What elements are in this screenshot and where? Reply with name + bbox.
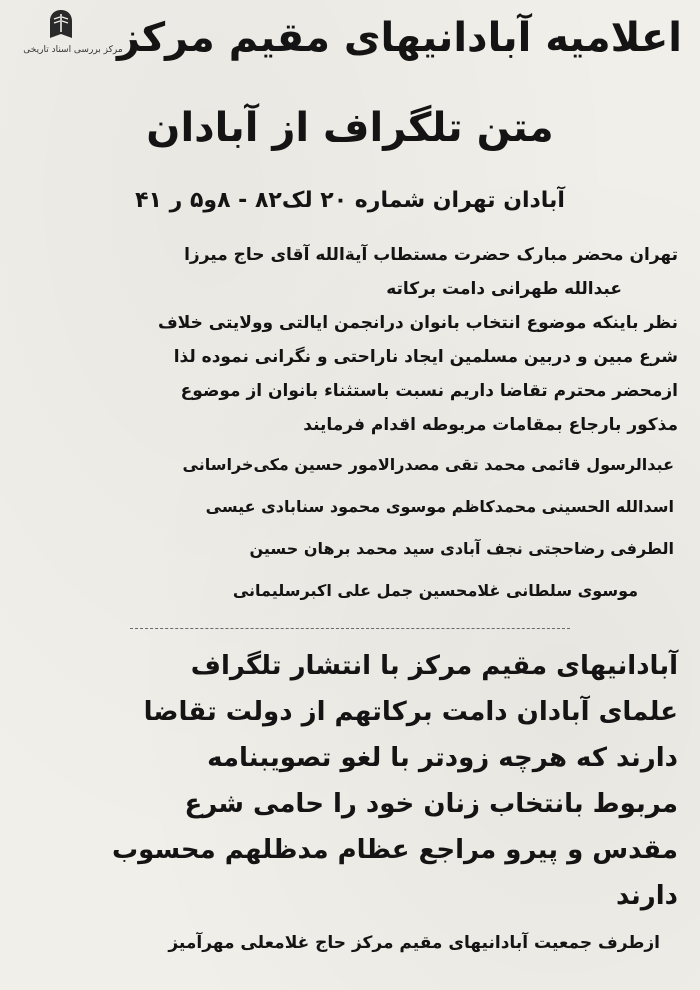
telegram-address-line: تهران محضر مبارک حضرت مستطاب آیة‌الله آقای حاج میرزا [184,245,678,265]
announcement-line: علمای آبادان دامت برکاتهم از دولت تقاضا [143,697,678,727]
telegram-address-line: عبدالله طهرانی دامت برکاته [386,279,622,299]
announcement-line: دارند [615,881,678,911]
signatory-line: اسدالله الحسینی محمدکاظم موسوی محمود سنابادی عیسی [205,497,674,516]
archive-logo-text: مرکز بررسی اسناد تاریخی [23,45,123,55]
telegram-body-line: شرع مبین و دربین مسلمین ایجاد ناراحتی و نگرانی نموده لذا [173,347,678,367]
signatory-line: موسوی سلطانی غلامحسین جمل علی اکبرسلیمانی [232,581,638,600]
announcement-line: مربوط بانتخاب زنان خود را حامی شرع [184,789,678,819]
headline-title: اعلامیه آبادانیهای مقیم مرکز [117,15,682,61]
signatory-line: عبدالرسول قائمی محمد تقی مصدرالامور حسین مکی‌خراسانی [182,455,674,474]
announcement-signature: ازطرف جمعیت آبادانیهای مقیم مرکز حاج غلامعلی مهرآمیز [168,933,660,953]
announcement-line: آبادانیهای مقیم مرکز با انتشار تلگراف [190,651,678,681]
headline-subtitle: متن تلگراف از آبادان [146,105,554,151]
telegram-body-line: ازمحضر محترم تقاضا داریم نسبت باستثناء بانوان از موضوع [180,381,678,401]
telegram-body-line: نظر باینکه موضوع انتخاب بانوان درانجمن ایالتی وولایتی خلاف [157,313,678,333]
telegram-dateline: آبادان تهران شماره ۲۰ لک۸۲ - ۸و۵ ر ۴۱ [135,188,565,213]
section-divider [130,628,570,629]
telegram-body-line: مذکور بارجاع بمقامات مربوطه اقدام فرمایند [303,415,678,435]
archive-book-icon [46,8,76,42]
announcement-line: دارند که هرچه زودتر با لغو تصویبنامه [207,743,678,773]
announcement-line: مقدس و پیرو مراجع عظام مدظلهم محسوب [112,835,678,865]
signatory-line: الطرفی رضاحجتی نجف آبادی سید محمد برهان حسین [249,539,674,558]
